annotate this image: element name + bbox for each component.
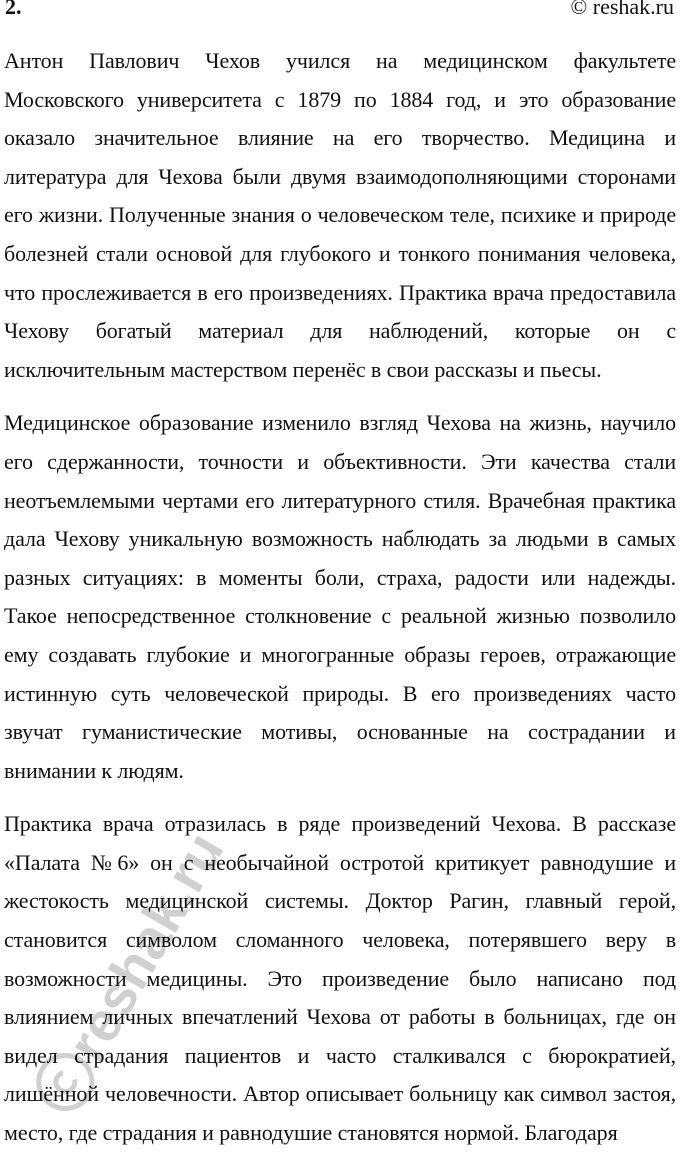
paragraph-2: Медицинское образование изменило взгляд Чехова на жизнь, научило его сдержанности, точности и объективности. Эти качества стали неотъемлемыми чертами его литературного стиля. Врачебная практика дала Чехову уникальную возможность наблюдать за людьми в самых разных ситуациях: в моменты боли, страха, радости или надежды. Такое непосредственное столкновение с реальной жизнью позволило ему создавать глубокие и многогранные образы героев, отражающие истинную суть человеческой природы. В его произведениях часто звучат гуманистические мотивы, основанные на сострадании и внимании к людям. (4, 410, 676, 783)
watermark-text: reshak.ru (54, 821, 236, 1072)
task-number: 2. (5, 0, 22, 19)
source-label: © reshak.ru (570, 0, 674, 19)
page-header (4, 0, 676, 26)
paragraph-1: Антон Павлович Чехов учился на медицинском факультете Московского университета с 1879 по 1884 год, и это образование оказало значительное влияние на его творчество. Медицина и литература для Чехова были двумя взаимодополняющими сторонами его жизни. Полученные знания о человеческом теле, психике и природе болезней стали основой для глубокого и тонкого понимания человека, что прослеживается в его произведениях. Практика врача предоставила Чехову богатый материал для наблюдений, которые он с исключительным мастерством перенёс в свои рассказы и пьесы. (4, 48, 676, 382)
paragraph-3: Практика врача отразилась в ряде произведений Чехова. В рассказе «Палата №6» он с необычайной остротой критикует равнодушие и жестокость медицинской системы. Доктор Рагин, главный герой, становится символом сломанного человека, потерявшего веру в возможности медицины. Это произведение было написано под влиянием личных впечатлений Чехова от работы в больницах, где он видел страдания пациентов и часто сталкивался с бюрократией, лишённой человечности. Автор описывает больницу как символ застоя, место, где страдания и равнодушие становятся нормой. Благодаря (4, 811, 676, 1146)
